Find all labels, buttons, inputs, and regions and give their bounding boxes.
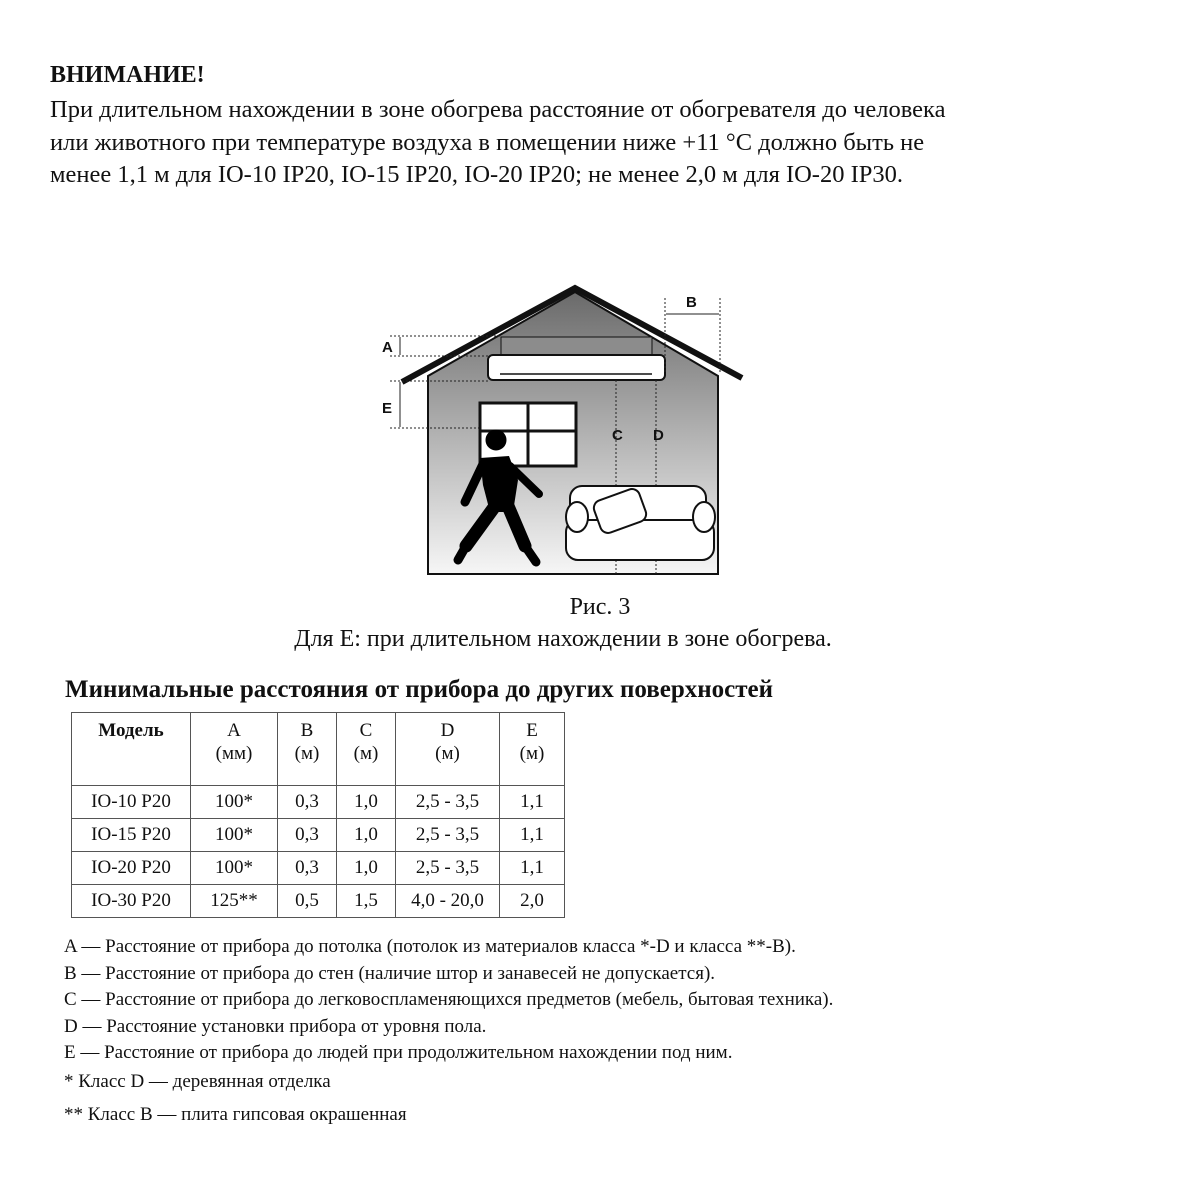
cell-model: IO-10 P20 [72, 786, 191, 819]
label-c: C [612, 427, 623, 444]
cell-a: 100* [191, 852, 278, 885]
legend-item: A — Расстояние от прибора до потолка (потолок из материалов класса *-D и класса **-B). [64, 936, 796, 957]
label-e: E [382, 400, 393, 417]
cell-d: 2,5 - 3,5 [396, 786, 500, 819]
table-header-row [72, 713, 565, 786]
figure-note: Для E: при длительном нахождении в зоне обогрева. [294, 626, 832, 652]
cell-c: 1,5 [337, 885, 396, 918]
table-row [72, 819, 565, 852]
heater-unit [488, 337, 665, 380]
footnote: ** Класс B — плита гипсовая окрашенная [64, 1104, 407, 1125]
warning-line: или животного при температуре воздуха в помещении ниже +11 °С должно быть не [50, 128, 925, 156]
cell-d: 2,5 - 3,5 [396, 852, 500, 885]
header-e: E (м) [500, 713, 565, 786]
footnote: * Класс D — деревянная отделка [64, 1071, 331, 1092]
cell-a: 100* [191, 819, 278, 852]
header-b: B (м) [278, 713, 337, 786]
legend-item: E — Расстояние от прибора до людей при продолжительном нахождении под ним. [64, 1042, 733, 1063]
figure-caption: Рис. 3 [569, 594, 631, 620]
cell-b: 0,3 [278, 819, 337, 852]
cell-b: 0,5 [278, 885, 337, 918]
header-model: Модель [72, 713, 191, 786]
house-diagram [370, 280, 770, 580]
warning-title: ВНИМАНИЕ! [50, 62, 205, 88]
table-row [72, 852, 565, 885]
warning-text [50, 94, 1150, 192]
cell-d: 4,0 - 20,0 [396, 885, 500, 918]
table-title: Минимальные расстояния от прибора до других поверхностей [65, 676, 774, 703]
cell-a: 125** [191, 885, 278, 918]
header-c: C (м) [337, 713, 396, 786]
cell-c: 1,0 [337, 852, 396, 885]
cell-a: 100* [191, 786, 278, 819]
cell-model: IO-20 P20 [72, 852, 191, 885]
cell-b: 0,3 [278, 852, 337, 885]
legend [64, 934, 833, 1067]
cell-model: IO-30 P20 [72, 885, 191, 918]
cell-c: 1,0 [337, 819, 396, 852]
cell-e: 1,1 [500, 819, 565, 852]
warning-line: При длительном нахождении в зоне обогрева расстояние от обогревателя до человека [50, 96, 946, 123]
table-row [72, 885, 565, 918]
legend-item: D — Расстояние установки прибора от уровня пола. [64, 1015, 487, 1037]
header-d: D (м) [396, 713, 500, 786]
legend-item: B — Расстояние от прибора до стен (наличие штор и занавесей не допускается). [64, 962, 716, 984]
cell-model: IO-15 P20 [72, 819, 191, 852]
label-d: D [653, 427, 664, 444]
cell-e: 1,1 [500, 852, 565, 885]
table-row [72, 786, 565, 819]
cell-e: 2,0 [500, 885, 565, 918]
label-b: B [686, 294, 697, 311]
label-a: A [382, 339, 393, 356]
sofa [566, 486, 715, 560]
legend-item: C — Расстояние от прибора до легковоспламеняющихся предметов (мебель, бытовая техника). [64, 989, 834, 1010]
cell-c: 1,0 [337, 786, 396, 819]
distance-table [71, 712, 565, 918]
cell-e: 1,1 [500, 786, 565, 819]
header-a: A (мм) [191, 713, 278, 786]
cell-d: 2,5 - 3,5 [396, 819, 500, 852]
warning-line: менее 1,1 м для IO-10 IP20, IO-15 IP20, IO-20 IP20; не менее 2,0 м для IO-20 IP30. [50, 161, 904, 188]
cell-b: 0,3 [278, 786, 337, 819]
